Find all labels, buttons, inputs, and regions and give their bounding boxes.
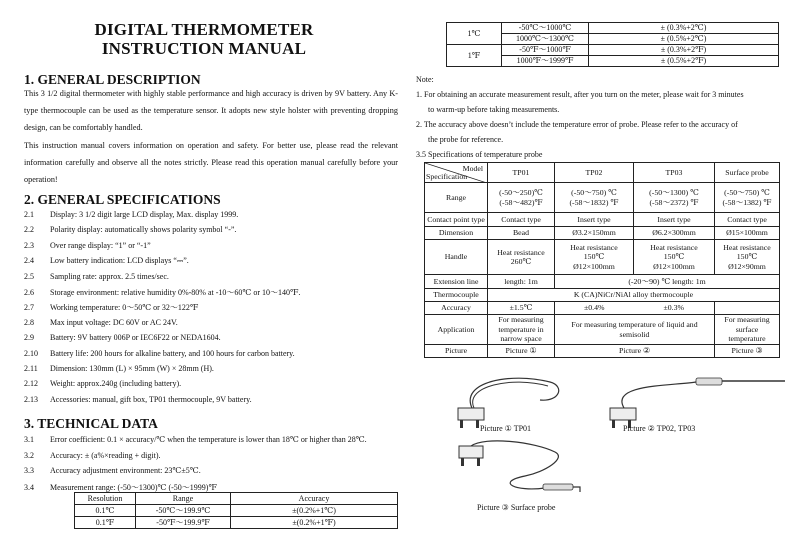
section-1-para-1: This 3 1/2 digital thermometer with highly stable performance and high accuracy is driven by 9V battery. Any K-type thermocouple can be used as the temperature sensor. It adopts new style holster with preventing dropping design, can be comfortably handled.: [24, 89, 398, 133]
table-cell: [555, 240, 634, 275]
list-item-text: Working temperature: 0～50℃ or 32～122℉: [50, 303, 199, 313]
list-item-text: Storage environment: relative humidity 0%-80% at -10～60℃ or 10～140℉.: [50, 288, 301, 297]
table-cell: [715, 315, 780, 345]
table-cell: -50℃～199.9℃: [136, 505, 231, 517]
range-c: (-50～1300) ℃: [649, 188, 699, 197]
handle-text: Ø12×100mm: [653, 261, 695, 271]
list-item-number: 2.5: [24, 271, 34, 281]
list-item-number: 2.8: [24, 317, 34, 327]
handle-text: 150℃: [736, 252, 758, 262]
note-2-line-2: the probe for reference.: [428, 135, 504, 144]
list-item-number: 2.6: [24, 288, 34, 297]
list-item-number: 2.3: [24, 240, 34, 250]
list-item-text: Accuracy adjustment environment: 23℃±5℃.: [50, 466, 201, 476]
table-cell: Contact type: [488, 213, 555, 227]
row-label: Range: [425, 183, 488, 213]
list-item: [24, 349, 295, 358]
table-cell: [634, 183, 715, 213]
table-cell: 1000℉～1999℉: [502, 56, 589, 67]
surface-probe-icon: [455, 440, 585, 500]
table-cell: ±1.5℃: [488, 302, 555, 315]
list-item-text: Dimension: 130mm (L) × 95mm (W) × 28mm (H).: [50, 364, 214, 373]
doc-title-line2: INSTRUCTION MANUAL: [101, 39, 307, 58]
table-cell: 1℃: [447, 23, 502, 45]
handle-text: 260℃: [510, 257, 532, 266]
table-row: [425, 345, 780, 358]
picture-1-caption: Picture ① TP01: [480, 424, 532, 433]
range-f: (-58～482)℉: [499, 197, 543, 207]
list-item-text: Accuracy: ± (a%×reading + digit).: [50, 450, 161, 460]
table-cell: 1000℃～1300℃: [502, 34, 589, 45]
range-f: (-58～1382) ℉: [722, 197, 772, 207]
list-item-text: Measurement range: (-50～1300)℃ (-50～1999)℉: [50, 482, 217, 492]
range-accuracy-table: [446, 22, 779, 67]
list-item-number: 2.10: [24, 348, 38, 358]
table-cell: 1℉: [447, 45, 502, 67]
list-item-number: 2.13: [24, 394, 38, 404]
list-item: [24, 287, 300, 298]
table-row: [75, 517, 398, 529]
list-item: [24, 379, 181, 388]
table-cell: [715, 240, 780, 275]
table-row: [425, 315, 780, 345]
row-label: Contact point type: [425, 213, 488, 227]
range-col-header: Range: [136, 493, 231, 505]
section-2-heading: 2. GENERAL SPECIFICATIONS: [24, 192, 221, 207]
list-item: [24, 210, 238, 219]
table-cell: ± (0.3%+2℉): [589, 45, 779, 56]
table-cell: Ø15×100mm: [715, 227, 780, 240]
list-item: [24, 466, 201, 475]
table-cell: -50℉～1000℉: [502, 45, 589, 56]
table-row: [425, 240, 780, 275]
model-header-tp01: TP01: [488, 163, 555, 183]
table-cell: 0.1℉: [75, 517, 136, 529]
table-cell: Insert type: [555, 213, 634, 227]
table-cell: Insert type: [634, 213, 715, 227]
note-1-line-1: 1. For obtaining an accurate measurement result, after you turn on the meter, please wait for 3 minutes: [416, 90, 744, 99]
list-item-number: 2.11: [24, 364, 38, 373]
list-item-text: Weight: approx.240g (including battery).: [50, 379, 182, 389]
app-text: semisolid: [619, 329, 650, 339]
table-cell: [715, 183, 780, 213]
table-cell: [555, 183, 634, 213]
table-cell: Picture ③: [715, 345, 780, 358]
table-cell: [634, 240, 715, 275]
list-item-number: 3.1: [24, 435, 34, 444]
app-text: For measuring temperature of liquid and: [571, 320, 698, 329]
list-item-text: Error coefficient: 0.1 × accuracy/℃ when the temperature is lower than 18℃ or higher than 28℃.: [50, 435, 367, 444]
table-row: [425, 302, 780, 315]
handle-text: Ø12×100mm: [573, 261, 615, 271]
list-item-number: 3.3: [24, 466, 34, 476]
list-item-text: Polarity display: automatically shows polarity symbol “-”.: [50, 225, 237, 235]
list-item-number: 3.4: [24, 482, 34, 492]
list-item-text: Battery: 9V battery 006P or IEC6F22 or NEDA1604.: [50, 333, 221, 343]
list-item: [24, 256, 189, 266]
app-text: For measuring: [498, 315, 544, 325]
range-c: (-50～750) ℃: [571, 188, 617, 197]
row-label: Thermocouple: [425, 289, 488, 302]
row-label: Dimension: [425, 227, 488, 240]
list-item: [24, 318, 178, 327]
probe-spec-table: [424, 162, 780, 358]
list-item: [24, 395, 252, 404]
row-label: Handle: [425, 240, 488, 275]
table-row: [425, 227, 780, 240]
table-cell: [488, 183, 555, 213]
table-cell: -50℉～199.9℉: [136, 517, 231, 529]
table-cell: Picture ①: [488, 345, 555, 358]
table-row: [425, 183, 780, 213]
table-cell: ±(0.2%+1℉): [231, 517, 398, 529]
handle-text: Heat resistance: [650, 242, 698, 252]
list-item-text: Sampling rate: approx. 2.5 times/sec.: [50, 271, 169, 281]
list-item-number: 2.7: [24, 303, 34, 313]
table-cell: K (CA)NiCr/NiAl alloy thermocouple: [488, 289, 780, 302]
app-text: temperature in: [498, 324, 544, 334]
range-f: (-58～2372) ℉: [649, 197, 699, 207]
table-row: [75, 505, 398, 517]
list-item-text: Low battery indication: LCD displays “⎓”.: [50, 256, 189, 266]
list-item: [24, 302, 198, 313]
table-cell: ± (0.5%+2℃): [589, 34, 779, 45]
table-cell: 0.1℃: [75, 505, 136, 517]
list-item-number: 2.9: [24, 333, 34, 343]
section-1-heading: 1. GENERAL DESCRIPTION: [24, 72, 201, 87]
list-item-number: 2.12: [24, 379, 38, 389]
probe-spec-heading: 3.5 Specifications of temperature probe: [416, 150, 543, 159]
table-row: [425, 213, 780, 227]
list-item: [24, 333, 221, 342]
table-row: [447, 23, 779, 34]
table-cell: Ø3.2×150mm: [555, 227, 634, 240]
table-row: [447, 45, 779, 56]
list-item: [24, 241, 151, 250]
tp01-probe-icon: [450, 372, 570, 432]
handle-text: Ø12×90mm: [728, 261, 766, 271]
list-item: [24, 272, 169, 281]
table-cell: ±0.3%: [634, 302, 715, 315]
table-cell: Ø6.2×300mm: [634, 227, 715, 240]
res-col-header: Resolution: [75, 493, 136, 505]
table-cell: ±0.4%: [555, 302, 634, 315]
list-item-number: 2.4: [24, 256, 34, 266]
list-item-number: 3.2: [24, 450, 34, 460]
list-item-text: Over range display: “1” or “-1”: [50, 240, 151, 250]
row-label: Extension line: [425, 275, 488, 289]
app-text: surface: [735, 324, 759, 334]
list-item: [24, 435, 367, 444]
corner-model-label: Model: [462, 164, 483, 173]
table-cell: ± (0.3%+2℃): [589, 23, 779, 34]
app-text: narrow space: [500, 334, 542, 344]
row-label: Application: [425, 315, 488, 345]
model-header-surface: Surface probe: [715, 163, 780, 183]
section-3-heading: 3. TECHNICAL DATA: [24, 416, 158, 431]
corner-header: [425, 163, 488, 183]
accuracy-col-header: Accuracy: [231, 493, 398, 505]
range-c: (-50～250)℃: [499, 188, 543, 197]
table-cell: [555, 315, 715, 345]
app-text: For measuring: [724, 315, 770, 325]
tp02-tp03-probe-icon: [600, 372, 790, 432]
list-item-text: Display: 3 1/2 digit large LCD display, Max. display 1999.: [50, 210, 239, 219]
list-item: [24, 451, 160, 460]
resolution-table: [74, 492, 398, 529]
model-header-tp02: TP02: [555, 163, 634, 183]
row-label: Picture: [425, 345, 488, 358]
model-header-tp03: TP03: [634, 163, 715, 183]
list-item-text: Max input voltage: DC 60V or AC 24V.: [50, 317, 178, 327]
doc-title-line1: DIGITAL THERMOMETER: [94, 20, 314, 39]
table-cell: length: 1m: [488, 275, 555, 289]
app-text: temperature: [728, 334, 766, 344]
note-heading: Note:: [416, 75, 434, 84]
handle-text: Heat resistance: [497, 247, 545, 257]
list-item: [24, 225, 236, 234]
list-item-text: Battery life: 200 hours for alkaline battery, and 100 hours for carbon battery.: [50, 348, 295, 358]
picture-3-caption: Picture ③ Surface probe: [477, 503, 556, 512]
table-cell: -50℃～1000℃: [502, 23, 589, 34]
table-row: [425, 289, 780, 302]
table-row: [425, 275, 780, 289]
row-label: Accuracy: [425, 302, 488, 315]
table-cell: Picture ②: [555, 345, 715, 358]
range-c: (-50～750) ℃: [724, 188, 770, 197]
range-f: (-58～1832) ℉: [569, 197, 619, 207]
table-cell: Contact type: [715, 213, 780, 227]
table-cell: [488, 240, 555, 275]
table-cell: [488, 315, 555, 345]
table-cell: ±(0.2%+1℃): [231, 505, 398, 517]
handle-text: 150℃: [583, 252, 605, 262]
picture-2-caption: Picture ② TP02, TP03: [623, 424, 696, 433]
table-cell: [715, 302, 780, 315]
handle-text: Heat resistance: [723, 242, 771, 252]
note-2-line-1: 2. The accuracy above doesn’t include the temperature error of probe. Please refer to the accuracy of: [416, 120, 738, 129]
table-cell: Bead: [488, 227, 555, 240]
note-1-line-2: to warm-up before taking measurements.: [428, 105, 560, 114]
list-item-number: 2.1: [24, 210, 34, 219]
list-item-number: 2.2: [24, 225, 34, 235]
corner-spec-label: Specification: [426, 171, 468, 181]
list-item-text: Accessories: manual, gift box, TP01 thermocouple, 9V battery.: [50, 394, 252, 404]
section-1-para-2: This instruction manual covers information on operation and safety. For better use, please read the relevant information carefully and observe all the notes strictly. Please read this operation manual carefully before your operation!: [24, 141, 398, 185]
handle-text: 150℃: [663, 252, 685, 262]
list-item: [24, 364, 214, 373]
table-cell: ± (0.5%+2℉): [589, 56, 779, 67]
table-cell: (-20～90) ℃ length: 1m: [555, 275, 780, 289]
handle-text: Heat resistance: [570, 242, 618, 252]
